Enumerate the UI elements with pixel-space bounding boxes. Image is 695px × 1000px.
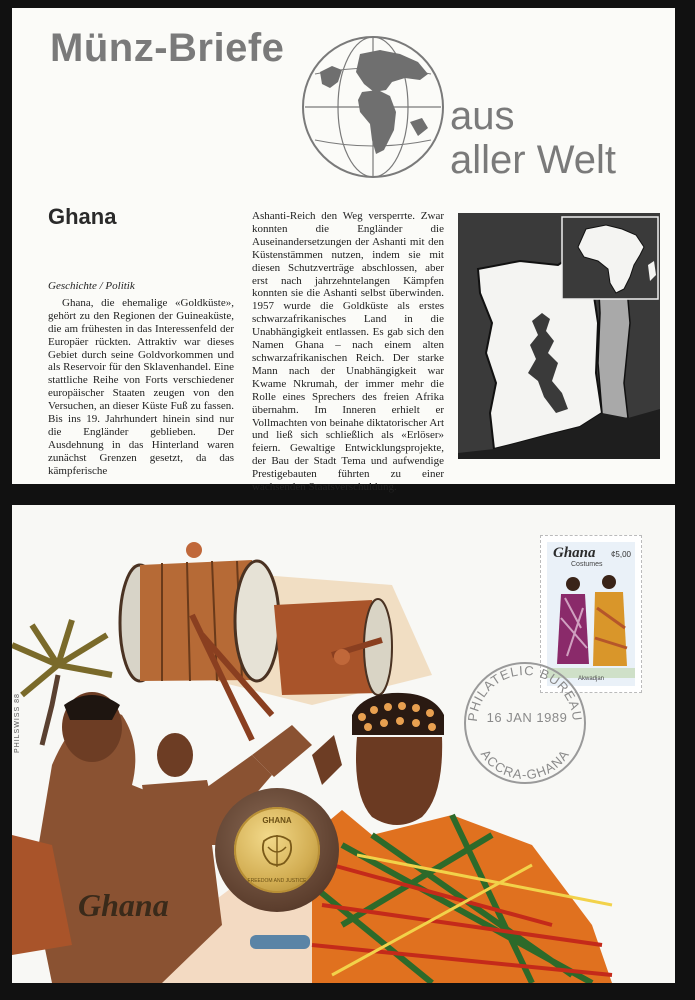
coin-top-text: GHANA: [262, 816, 292, 825]
stamp-value: ¢5,00: [610, 550, 631, 559]
section-label: Geschichte / Politik: [48, 280, 135, 292]
title-line-2: aus: [450, 94, 515, 138]
country-heading: Ghana: [48, 204, 117, 229]
coin-bottom-text: FREEDOM AND JUSTICE: [247, 878, 307, 884]
globe-icon: [300, 32, 446, 182]
insert-card: [12, 8, 675, 494]
title-line-1: Münz-Briefe: [50, 26, 285, 70]
column1-text: Ghana, die ehemalige «Goldküste», gehört zu den Regionen der Guineaküste, die am frühesten in das Interessenfeld der Europäer rückten. Attraktiv war dieses Gebiet durch seine Goldvorkommen und als Reservoir für den Sklavenhandel. Eine stattliche Reihe von Forts verschiedener europäischer Staaten zeugen von den Versuchen, an dieser Küste Fuß zu fassen. Bis ins 19. Jahrhundert hinein sind nur die Engländer geblieben. Der Ausdehnung in das Hinterland waren zunächst Grenzen gesetzt, da das kämpferische: [48, 296, 234, 477]
ghana-map-image: [458, 213, 660, 459]
postmark-bottom-text: ACCRA-GHANA: [477, 746, 573, 783]
stamp-subtitle: Costumes: [571, 561, 603, 568]
title-line-3: aller Welt: [450, 138, 616, 182]
column2-text: Ashanti-Reich den Weg versperrte. Zwar konnten die Engländer die Auseinandersetzungen der Ashanti mit den Küstenstämmen nutzen, indem sie mit diesen Schutzverträge abschlossen, aber erst nach jahrzehntelangen Kämpfen konnten sie die Ashanti selbst überwinden. 1957 wurde die Goldküste als erstes schwarzafrikanisches Land in die Unabhängigkeit entlassen. Es gab sich den Namen Ghana – nach einem alten schwarzafrikanischen Reich. Der starke Mann nach der Unabhängigkeit war Kwame Nkrumah, der immer mehr die Rolle eines Sprechers des freien Afrika übernahm. Im Inneren erhielt er Vollmachten von beinahe diktatorischer Art und ließ sich schließlich als «Erlöser» feiern. Gewaltige Entwicklungsprojekte, der Bau der Stadt Tema und aufwendige Prestigebauten führten zu einer wachsenden Staatsverschuldung.: [252, 210, 444, 494]
ghana-logo-text: Ghana: [78, 887, 169, 923]
coin-envelope: [12, 505, 675, 983]
stamp-country: Ghana: [553, 545, 596, 561]
postmark-date: 16 JAN 1989: [486, 710, 568, 725]
svg-text:ACCRA-GHANA: [478, 747, 572, 782]
text-column-1: [48, 280, 234, 478]
coin-window: [215, 788, 339, 912]
postmark-top-text: PHILATELIC BUREAU: [464, 662, 586, 723]
stamp-caption: Akwadjan: [577, 676, 604, 682]
brand-tag: PHILSWISS 88: [14, 693, 21, 753]
ghana-coin: [234, 807, 320, 893]
